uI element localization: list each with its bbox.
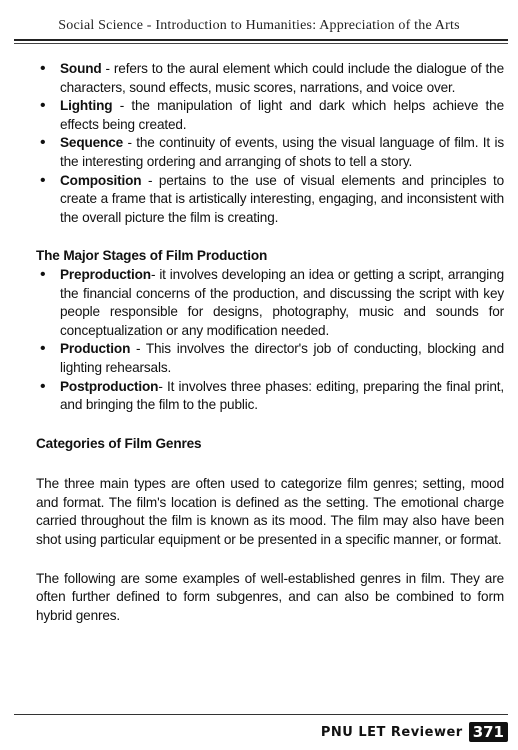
genres-paragraph-2: The following are some examples of well-established genres in film. They are often further defined to form subgenres, and can also be combined to form hybrid genres.	[36, 570, 504, 623]
list-item: • Lighting - the manipulation of light and dark which helps achieve the effects being created.	[40, 97, 504, 132]
bullet-icon: •	[40, 340, 46, 358]
bullet-icon: •	[40, 60, 46, 77]
section-heading-stages: The Major Stages of Film Production	[36, 248, 268, 264]
bullet-icon: •	[40, 265, 46, 283]
page-header: Social Science - Introduction to Humanities: Appreciation of the Arts	[58, 18, 460, 33]
film-elements-list	[36, 60, 504, 227]
genres-paragraph-1: The three main types are often used to categorize film genres; setting, mood and format. The film's location is defined as the setting. The emotional charge carried throughout the film is known as its mood. The film may also have been shot using particular equipment or be presented in a specific manner, or format.	[36, 476, 504, 548]
list-item: • Preproduction- it involves developing an idea or getting a script, arranging the financial concerns of the production, and discussing the script with key people responsible for designs, photography, music and sounds for conceptualization or any modification needed.	[40, 265, 504, 338]
bullet-icon: •	[40, 97, 46, 115]
list-item: • Composition - pertains to the use of visual elements and principles to create a frame that is artistically interesting, engaging, and inconsistent with the overall picture the film is creating.	[40, 171, 504, 225]
list-item: • Sound - refers to the aural element which could include the dialogue of the characters, sound effects, music scores, narrations, and voice over.	[40, 60, 504, 95]
list-item: • Production - This involves the director's job of conducting, blocking and lighting rehearsals.	[40, 340, 504, 375]
stages-list	[36, 266, 504, 415]
page-footer	[321, 722, 508, 742]
bullet-icon: •	[40, 134, 46, 152]
bullet-icon: •	[40, 171, 46, 189]
page-number-badge: 371	[469, 722, 508, 742]
page-content	[36, 60, 504, 625]
bullet-icon: •	[40, 377, 46, 395]
header-rule	[14, 39, 508, 44]
list-item: • Sequence - the continuity of events, using the visual language of film. It is the interesting ordering and arranging of shots to tell a story.	[40, 134, 504, 169]
footer-label: PNU LET Reviewer	[320, 724, 463, 740]
list-item: • Postproduction- It involves three phases: editing, preparing the final print, and bringing the film to the public.	[40, 377, 504, 413]
footer-rule	[14, 714, 508, 715]
section-heading-genres: Categories of Film Genres	[36, 435, 202, 451]
